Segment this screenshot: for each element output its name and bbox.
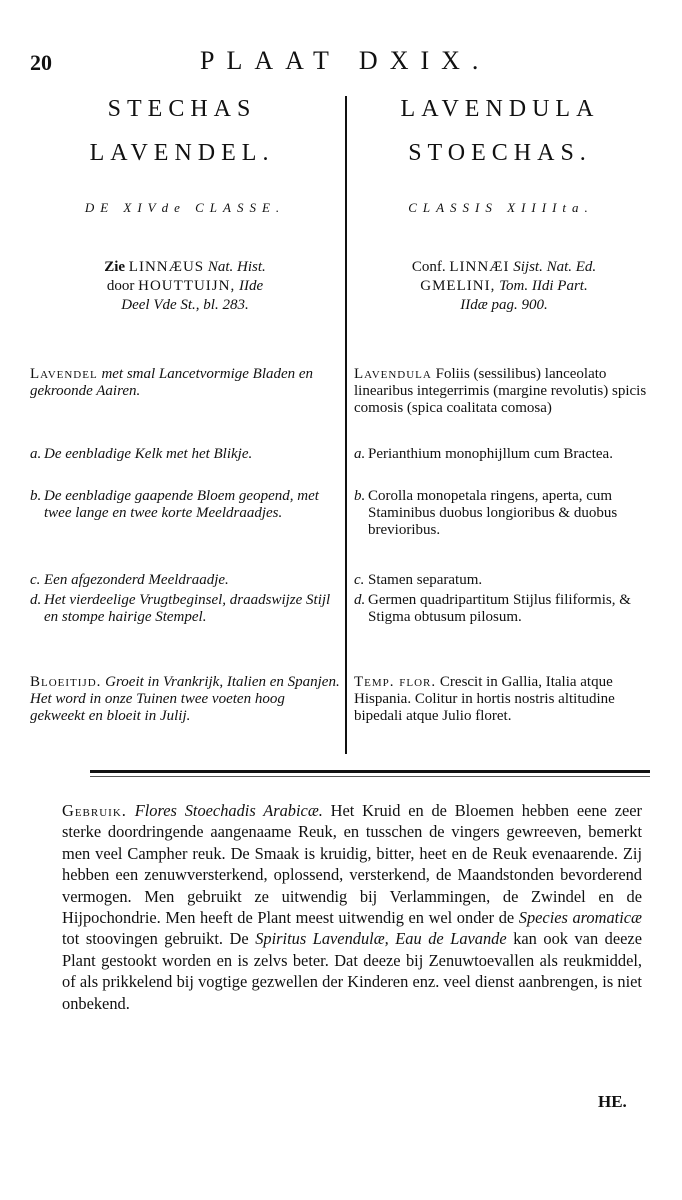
- right-item-b: [354, 488, 654, 539]
- ref-conf: Conf.: [411, 259, 446, 275]
- right-desc-text: Foliis (sessilibus) lanceolato linearibus integerrimis (margine revolutis) spicis comosis (spica coalitata comosa): [354, 366, 647, 416]
- left-bloeitijd: [30, 674, 340, 725]
- left-title-2: LAVENDEL.: [89, 140, 275, 166]
- right-desc-genus: Lavendula: [354, 366, 432, 382]
- gebruik-text-1: Het Kruid en de Bloemen hebben eene zeer sterke doordringende aangenaame Reuk, en tusschen de vingers gewreeven, bemerkt men veel Campher reuk. De Smaak is kruidig, bitter, heet en de Reuk evenaarende. Zij hebben een zenuwversterkend, oplossend, versterkend, de Maandstonden bevorderend vermogen. Men gebruikt ze uitwendig bij Verlammingen, de Zwindel en de Hijpochondrie. Men heeft de Plant meest uitwendig en wel onder de: [62, 801, 642, 928]
- ref-zie: Zie: [104, 259, 126, 275]
- left-item-d-key: d.: [30, 592, 42, 608]
- left-item-a-text: De eenbladige Kelk met het Blikje.: [44, 446, 253, 462]
- ref-tom: Tom. IIdi Part.: [499, 278, 588, 294]
- left-item-b: [30, 488, 340, 522]
- right-title-2: STOECHAS.: [408, 140, 592, 166]
- right-item-c: [354, 572, 654, 589]
- right-description: [354, 366, 654, 417]
- right-item-d: [354, 592, 654, 626]
- page-number: 20: [30, 50, 52, 75]
- left-bloeitijd-label: Bloeitijd.: [30, 674, 102, 690]
- left-desc-text: met smal Lancetvormige Bladen en gekroonde Aairen.: [30, 366, 314, 399]
- right-title-1: LAVENDULA: [400, 96, 600, 122]
- ref-deel: Deel Vde St., bl. 283.: [121, 297, 249, 313]
- left-item-d: [30, 592, 340, 626]
- right-item-c-text: Stamen separatum.: [368, 572, 483, 588]
- right-item-d-text: Germen quadripartitum Stijlus filiformis, & Stigma obtusum pilosum.: [368, 592, 631, 625]
- left-item-d-text: Het vierdeelige Vrugtbeginsel, draadswijze Stijl en stompe hairige Stempel.: [44, 592, 331, 625]
- left-item-a: [30, 446, 340, 463]
- left-bloeitijd-text: Groeit in Vrankrijk, Italien en Spanjen. Het word in onze Tuinen twee voeten hoog gekweekt en bloeit in Julij.: [30, 674, 340, 724]
- ref-houttuijn: HOUTTUIJN,: [138, 278, 236, 294]
- right-temp-flor: [354, 674, 654, 725]
- gebruik-paragraph: [62, 800, 642, 1014]
- gebruik-text-2: tot stoovingen gebruikt. De: [62, 929, 249, 949]
- ref-ilde: IIde: [238, 278, 264, 294]
- right-classis: CLASSIS XIIIIta.: [408, 200, 594, 215]
- left-reference: [30, 258, 340, 315]
- right-item-c-key: c.: [354, 572, 365, 588]
- catchword: HE.: [598, 1092, 627, 1111]
- left-classe: DE XIVde CLASSE.: [84, 200, 286, 215]
- right-reference: [354, 258, 654, 315]
- right-item-a: [354, 446, 654, 463]
- ref-nat-hist: Nat. Hist.: [207, 259, 266, 275]
- ref-sijst: Sijst. Nat. Ed.: [513, 259, 597, 275]
- gebruik-latin: Flores Stoechadis Arabicæ.: [134, 801, 323, 820]
- section-rule-thin: [90, 776, 650, 777]
- left-item-c: [30, 572, 340, 589]
- right-item-b-text: Corolla monopetala ringens, aperta, cum Staminibus duobus longioribus & duobus brevioribus.: [368, 488, 618, 538]
- right-item-a-text: Perianthium monophijllum cum Bractea.: [368, 446, 613, 462]
- left-title-1: STECHAS: [107, 96, 257, 122]
- right-temp-text: Crescit in Gallia, Italia atque Hispania. Colitur in hortis nostris altitudine bipedali atque Julio floret.: [354, 674, 615, 724]
- right-item-b-key: b.: [354, 488, 366, 504]
- ref-linnaei: LINNÆI: [449, 259, 510, 275]
- section-rule: [90, 770, 650, 773]
- ref-linnaeus: LINNÆUS: [128, 259, 205, 275]
- right-temp-label: Temp. flor.: [354, 674, 437, 690]
- right-item-a-key: a.: [354, 446, 366, 462]
- plate-heading: PLAAT DXIX.: [200, 46, 491, 75]
- column-divider: [345, 96, 347, 754]
- left-item-c-key: c.: [30, 572, 41, 588]
- gebruik-italic-2: Spiritus Lavendulæ, Eau de Lavande: [255, 929, 507, 949]
- gebruik-label: Gebruik.: [62, 801, 127, 820]
- left-item-a-key: a.: [30, 446, 42, 462]
- left-item-b-key: b.: [30, 488, 42, 504]
- ref-gmelini: GMELINI,: [420, 278, 496, 294]
- gebruik-italic-1: Species aromaticæ: [518, 908, 642, 928]
- right-item-d-key: d.: [354, 592, 366, 608]
- gebruik-text-3: kan ook van deeze Plant gestookt worden en is zelvs beter. Dat deeze bij Zenuwtoevallen als reukmiddel, of als prikkelend bij vogtige gezwellen der Kinderen enz. veel dienst aanbrengen, is niet onbekend.: [62, 929, 642, 1013]
- ref-pag: IIdæ pag. 900.: [460, 297, 548, 313]
- left-description: [30, 366, 340, 400]
- left-desc-genus: Lavendel: [30, 366, 98, 382]
- left-item-b-text: De eenbladige gaapende Bloem geopend, met twee lange en twee korte Meeldraadjes.: [44, 488, 319, 521]
- left-item-c-text: Een afgezonderd Meeldraadje.: [44, 572, 229, 588]
- ref-door: door: [106, 278, 135, 294]
